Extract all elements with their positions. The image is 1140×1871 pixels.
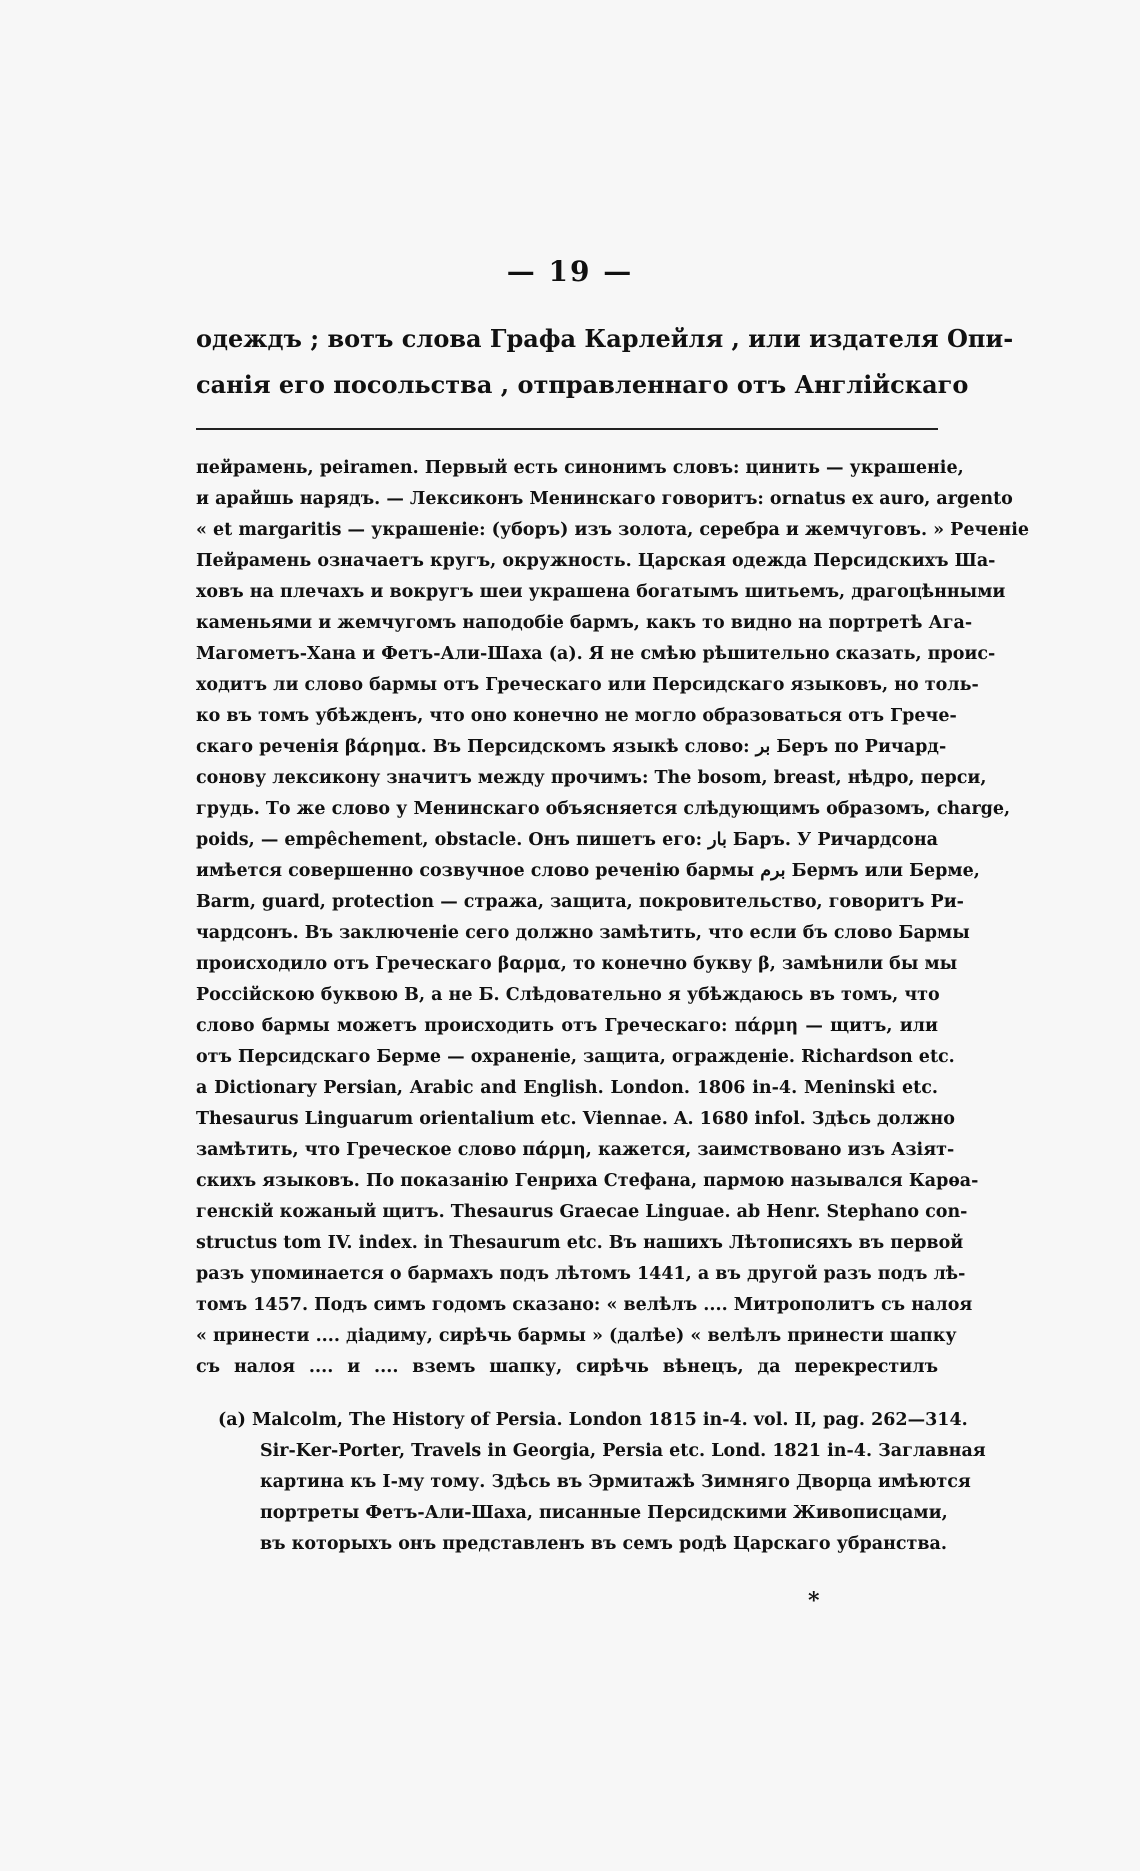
- note-line: томъ 1457. Подъ симъ годомъ сказано: « велѣлъ .... Митрополитъ съ налоя: [196, 1295, 973, 1315]
- note-line: Магометъ-Хана и Фетъ-Али-Шаха (а). Я не смѣю рѣшительно сказать, проис-: [196, 644, 996, 664]
- note-line: « et margaritis — украшеніе: (уборъ) изъ золота, серебра и жемчуговъ. » Реченіе: [196, 520, 1029, 540]
- note-line: чардсонъ. Въ заключеніе сего должно замѣтить, что если бъ слово Бармы: [196, 923, 970, 943]
- note-line: и арайшь нарядъ. — Лексиконъ Менинскаго говоритъ: ornatus ex auro, argento: [196, 489, 1013, 509]
- note-line: ходитъ ли слово бармы отъ Греческаго или Персидскаго языковъ, но толь-: [196, 675, 979, 695]
- note-line: замѣтить, что Греческое слово πάρμη, кажется, заимствовано изъ Азіят-: [196, 1140, 955, 1160]
- note-line: Barm, guard, protection — стража, защита, покровительство, говоритъ Ри-: [196, 892, 964, 912]
- note-line: грудь. То же слово у Менинскаго объясняется слѣдующимъ образомъ, charge,: [196, 799, 1011, 819]
- note-line: скаго реченія βάρημα. Въ Персидскомъ языкѣ слово: بر Беръ по Ричард-: [196, 737, 947, 757]
- page-number: — 19 —: [506, 255, 634, 288]
- note-line: происходило отъ Греческаго βαρμα, то конечно букву β, замѣнили бы мы: [196, 954, 958, 974]
- note-line: скихъ языковъ. По показанію Генриха Стефана, пармою назывался Карѳа-: [196, 1171, 979, 1191]
- footnote-line: картина къ I-му тому. Здѣсь въ Эрмитажѣ Зимняго Дворца имѣются: [260, 1472, 971, 1492]
- note-line: poids, — empêchement, obstacle. Онъ пишетъ его: بار Баръ. У Ричардсона: [196, 830, 939, 850]
- heading-line: санія его посольства , отправленнаго отъ Англійскаго: [196, 370, 969, 399]
- note-line: слово бармы можетъ происходить отъ Греческаго: πάρμη — щитъ, или: [196, 1016, 938, 1036]
- note-line: съ налоя .... и .... вземъ шапку, сирѣчь вѣнецъ, да перекрестилъ: [196, 1357, 938, 1377]
- note-line: Пейрамень означаетъ кругъ, окружность. Царская одежда Персидскихъ Ша-: [196, 551, 996, 571]
- footnote-separator-rule: [196, 428, 938, 430]
- note-line: имѣется совершенно созвучное слово реченію бармы برم Бермъ или Берме,: [196, 861, 980, 881]
- note-line: Thesaurus Linguarum orientalium etc. Viennae. A. 1680 infol. Здѣсь должно: [196, 1109, 955, 1129]
- note-line: ко въ томъ убѣжденъ, что оно конечно не могло образоваться отъ Грече-: [196, 706, 957, 726]
- signature-mark: *: [808, 1588, 820, 1614]
- note-line: отъ Персидскаго Берме — охраненіе, защита, огражденіе. Richardson etc.: [196, 1047, 955, 1067]
- note-line: « принести .... діадиму, сирѣчь бармы » (далѣе) « велѣлъ принести шапку: [196, 1326, 957, 1346]
- footnote-line: Sir-Ker-Porter, Travels in Georgia, Persia etc. Lond. 1821 in-4. Заглавная: [260, 1441, 986, 1461]
- note-line: structus tom IV. index. in Thesaurum etc. Въ нашихъ Лѣтописяхъ въ первой: [196, 1233, 964, 1253]
- note-line: Россійскою буквою В, а не Б. Слѣдовательно я убѣждаюсь въ томъ, что: [196, 985, 940, 1005]
- heading-line: одеждъ ; вотъ слова Графа Карлейля , или издателя Опи-: [196, 324, 1014, 353]
- footnote-line: въ которыхъ онъ представленъ въ семъ родѣ Царскаго убранства.: [260, 1534, 947, 1554]
- note-line: сонову лексикону значитъ между прочимъ: The bosom, breast, нѣдро, перси,: [196, 768, 987, 788]
- note-line: разъ упоминается о бармахъ подъ лѣтомъ 1441, а въ другой разъ подъ лѣ-: [196, 1264, 966, 1284]
- note-line: ховъ на плечахъ и вокругъ шеи украшена богатымъ шитьемъ, драгоцѣнными: [196, 582, 1006, 602]
- note-line: пейрамень, peiramen. Первый есть синонимъ словъ: цинить — украшеніе,: [196, 458, 964, 478]
- footnote-line: (a) Malcolm, The History of Persia. London 1815 in-4. vol. II, pag. 262—314.: [218, 1410, 968, 1430]
- footnote-line: портреты Фетъ-Али-Шаха, писанные Персидскими Живописцами,: [260, 1503, 948, 1523]
- note-line: a Dictionary Persian, Arabic and English. London. 1806 in-4. Meninski etc.: [196, 1078, 938, 1098]
- note-line: генскій кожаный щитъ. Thesaurus Graecae Linguae. ab Henr. Stephano con-: [196, 1202, 968, 1222]
- note-line: каменьями и жемчугомъ наподобіе бармъ, какъ то видно на портретѣ Ага-: [196, 613, 973, 633]
